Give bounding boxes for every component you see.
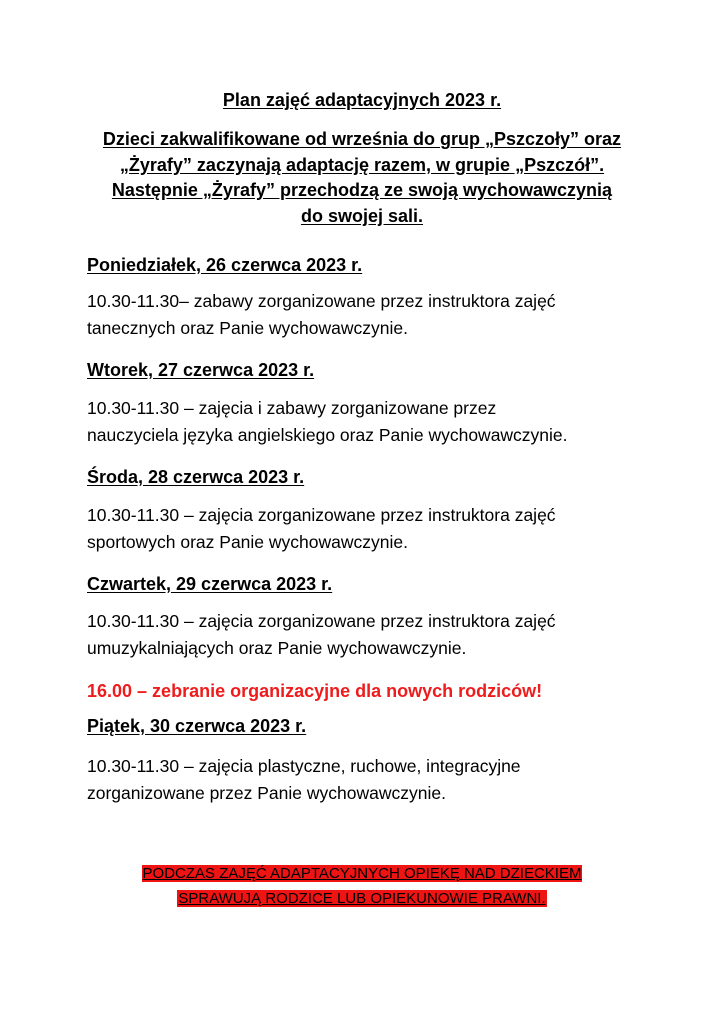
day-heading-thursday: Czwartek, 29 czerwca 2023 r.	[87, 574, 333, 594]
parents-meeting-note: 16.00 – zebranie organizacyjne dla nowych rodziców!	[87, 681, 543, 701]
day-description-tuesday	[87, 395, 647, 449]
day-description-monday	[87, 288, 647, 342]
description-line: zorganizowane przez Panie wychowawczynie.	[87, 783, 446, 803]
intro-line: do swojej sali.	[300, 205, 424, 226]
description-line: 10.30-11.30 – zajęcia i zabawy zorganizowane przez	[87, 398, 497, 418]
intro-line: „Żyrafy” zaczynają adaptację razem, w grupie „Pszczół”.	[119, 154, 605, 175]
document-title: Plan zajęć adaptacyjnych 2023 r.	[222, 90, 502, 110]
description-line: 10.30-11.30– zabawy zorganizowane przez instruktora zajęć	[87, 291, 556, 311]
description-line: 10.30-11.30 – zajęcia zorganizowane przez instruktora zajęć	[87, 611, 556, 631]
day-description-friday	[87, 753, 647, 807]
description-line: tanecznych oraz Panie wychowawczynie.	[87, 318, 408, 338]
day-heading-wednesday: Środa, 28 czerwca 2023 r.	[87, 467, 305, 487]
notice-line: PODCZAS ZAJĘĆ ADAPTACYJNYCH OPIEKĘ NAD DZIECKIEM	[142, 865, 582, 882]
description-line: 10.30-11.30 – zajęcia plastyczne, ruchowe, integracyjne	[87, 756, 521, 776]
day-heading-friday: Piątek, 30 czerwca 2023 r.	[87, 716, 307, 736]
description-line: 10.30-11.30 – zajęcia zorganizowane przez instruktora zajęć	[87, 505, 556, 525]
description-line: umuzykalniających oraz Panie wychowawczynie.	[87, 638, 467, 658]
day-heading-monday: Poniedziałek, 26 czerwca 2023 r.	[87, 255, 363, 275]
day-description-thursday	[87, 608, 647, 662]
description-line: nauczyciela języka angielskiego oraz Panie wychowawczynie.	[87, 425, 568, 445]
description-line: sportowych oraz Panie wychowawczynie.	[87, 532, 408, 552]
notice-line: SPRAWUJĄ RODZICE LUB OPIEKUNOWIE PRAWNI.	[178, 890, 546, 907]
day-heading-tuesday: Wtorek, 27 czerwca 2023 r.	[87, 360, 315, 380]
intro-paragraph	[80, 127, 644, 229]
intro-line: Następnie „Żyrafy” przechodzą ze swoją wychowawczynią	[111, 180, 613, 200]
intro-line: Dzieci zakwalifikowane od września do grup „Pszczoły” oraz	[102, 129, 622, 149]
day-description-wednesday	[87, 502, 647, 556]
parental-supervision-notice	[0, 861, 724, 911]
